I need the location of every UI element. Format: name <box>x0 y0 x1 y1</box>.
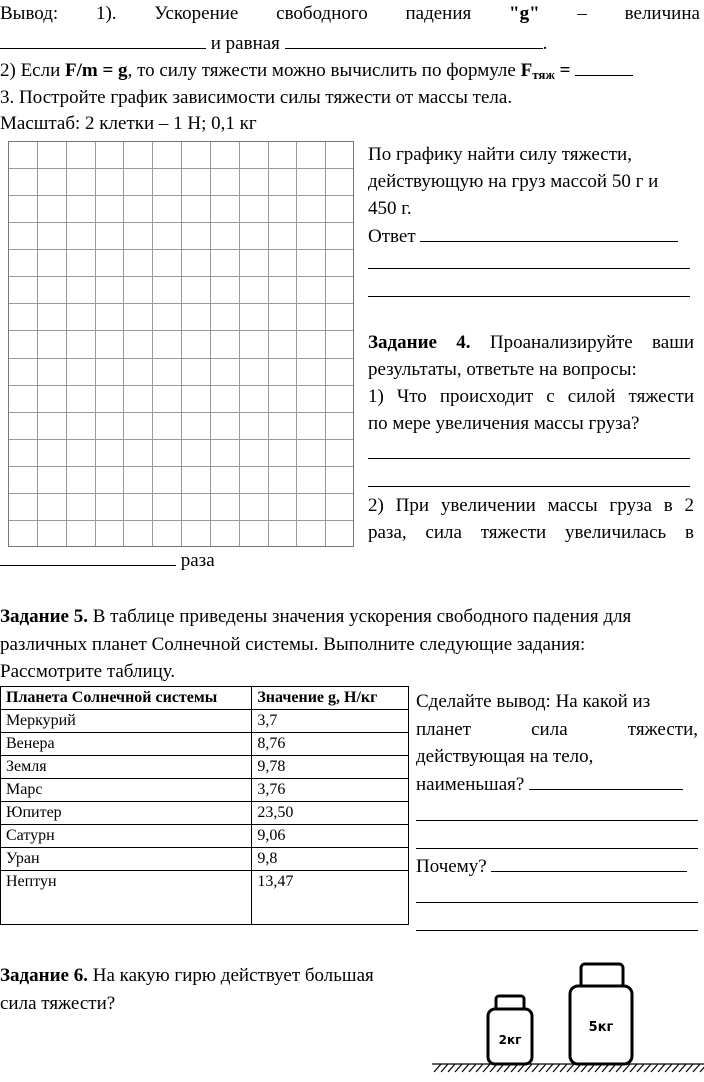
task5-answer-rule-1[interactable] <box>416 820 698 821</box>
task4-l2: результаты, ответьте на вопросы: <box>368 359 637 380</box>
answer-blank-1[interactable] <box>0 29 206 49</box>
task5-l3: Рассмотрите таблицу. <box>0 661 176 682</box>
conclusion-w5: падения <box>405 3 472 24</box>
planet-name: Уран <box>1 848 252 871</box>
word-gravity: тяжести, <box>627 719 698 740</box>
planet-name: Нептун <box>1 871 252 925</box>
task4-l1-rest: Проанализируйте ваши <box>489 332 695 353</box>
task5-conclusion-l3: действующая на тело, <box>416 746 594 767</box>
graph-question-l2: действующую на груз массой 50 г и <box>368 171 659 192</box>
conclusion-w8: величина <box>624 3 700 24</box>
conclusion-w4: свободного <box>276 3 368 24</box>
planet-name: Земля <box>1 756 252 779</box>
task5-why-rule-1[interactable] <box>416 902 698 903</box>
item2-prefix: 2) Если <box>0 60 66 81</box>
task5-l1 <box>0 603 631 630</box>
g-value: 3,76 <box>252 779 409 802</box>
smallest-planet-blank[interactable] <box>529 770 683 790</box>
table-row <box>1 871 409 925</box>
weight-5kg <box>570 964 632 1064</box>
graph-grid[interactable] <box>8 141 354 547</box>
graph-question-l3: 450 г. <box>368 198 412 219</box>
task5-conclusion-l2 <box>416 716 698 743</box>
planets-table <box>0 686 409 925</box>
g-value: 9,06 <box>252 825 409 848</box>
task6-l1 <box>0 962 374 989</box>
table-header-row <box>1 687 409 710</box>
weight-5kg-label: 5кг <box>588 1020 614 1035</box>
conclusion-line <box>0 0 700 27</box>
task4-ratio-blank[interactable] <box>0 546 176 566</box>
conclusion-w2: 1). <box>95 3 117 24</box>
g-value: 8,76 <box>252 733 409 756</box>
graph-question-l1: По графику найти силу тяжести, <box>368 144 632 165</box>
graph-answer-blank[interactable] <box>420 222 678 242</box>
task5-conclusion-l1 <box>416 688 698 715</box>
task6-title: Задание 6. <box>0 965 88 986</box>
item3-text: 3. Постройте график зависимости силы тяжести от массы тела. <box>0 87 513 108</box>
g-value: 23,50 <box>252 802 409 825</box>
planet-name: Марс <box>1 779 252 802</box>
formula-blank[interactable] <box>575 56 633 76</box>
planet-name: Сатурн <box>1 825 252 848</box>
header-planet: Планета Солнечной системы <box>1 687 252 710</box>
task6-l1-rest: На какую гирю действует большая <box>92 965 374 986</box>
conclusion-line-2 <box>0 29 547 57</box>
gravity-force-symbol: F <box>520 60 533 81</box>
task5-conclusion-l4 <box>416 770 683 798</box>
item3-scale: Масштаб: 2 клетки – 1 Н; 0,1 кг <box>0 113 257 134</box>
answer-blank-2[interactable] <box>285 29 543 49</box>
g-value: 13,47 <box>252 871 409 925</box>
task5-answer-rule-2[interactable] <box>416 848 698 849</box>
graph-answer-rule-1[interactable] <box>368 268 690 269</box>
table-row <box>1 710 409 733</box>
task6-l2: сила тяжести? <box>0 993 116 1014</box>
conclusion-middle: и равная <box>210 33 280 54</box>
task4-l7 <box>0 546 215 574</box>
table-row <box>1 802 409 825</box>
table-row <box>1 733 409 756</box>
weight-2kg-label: 2кг <box>498 1033 522 1047</box>
task5-l1-rest: В таблице приведены значения ускорения свободного падения для <box>92 606 632 627</box>
task5-why-line <box>416 852 687 880</box>
task4-l5: 2) При увеличении массы груза в 2 <box>368 495 694 516</box>
planet-name: Юпитер <box>1 802 252 825</box>
gravity-force-subscript: тяж <box>532 67 555 82</box>
task5-why-rule-2[interactable] <box>416 930 698 931</box>
word-force: сила <box>531 719 568 740</box>
graph-answer-line <box>368 222 678 250</box>
conclusion-w7: – <box>577 3 587 24</box>
task4-l6: раза, сила тяжести увеличилась в <box>368 522 694 543</box>
task5-title: Задание 5. <box>0 606 88 627</box>
item2-eq: = <box>554 60 571 81</box>
weights-illustration <box>420 956 704 1080</box>
task4-title: Задание 4. <box>368 332 471 353</box>
table-row <box>1 779 409 802</box>
table-row <box>1 756 409 779</box>
g-value: 3,7 <box>252 710 409 733</box>
header-g-value: Значение g, Н/кг <box>252 687 409 710</box>
task5-conclusion-l1-text: Сделайте вывод: На какой из <box>416 691 651 712</box>
conclusion-w1: Вывод: <box>0 3 59 24</box>
task4-answer-rule-2[interactable] <box>368 486 690 487</box>
why-label: Почему? <box>416 856 487 877</box>
table-row <box>1 848 409 871</box>
planet-name: Меркурий <box>1 710 252 733</box>
word-planets: планет <box>416 719 471 740</box>
item2-middle: , то силу тяжести можно вычислить по формуле <box>127 60 521 81</box>
planet-name: Венера <box>1 733 252 756</box>
conclusion-end: . <box>542 33 548 54</box>
conclusion-w6: "g" <box>509 3 540 24</box>
g-value: 9,8 <box>252 848 409 871</box>
weight-2kg <box>488 996 532 1064</box>
table-row <box>1 825 409 848</box>
item2-formula: F/m = g <box>65 60 128 81</box>
task4-l4: по мере увеличения массы груза? <box>368 413 640 434</box>
task4-l1 <box>368 329 694 356</box>
conclusion-w3: Ускорение <box>154 3 239 24</box>
why-blank[interactable] <box>491 852 687 872</box>
task4-l7-end: раза <box>180 550 215 571</box>
task5-l2: различных планет Солнечной системы. Выполните следующие задания: <box>0 634 586 655</box>
answer-label: Ответ <box>368 226 416 247</box>
ground-hatch <box>432 1064 704 1072</box>
task4-answer-rule-1[interactable] <box>368 458 690 459</box>
g-value: 9,78 <box>252 756 409 779</box>
task4-l3: 1) Что происходит с силой тяжести <box>368 386 694 407</box>
graph-answer-rule-2[interactable] <box>368 296 690 297</box>
word-smallest: наименьшая? <box>416 774 525 795</box>
